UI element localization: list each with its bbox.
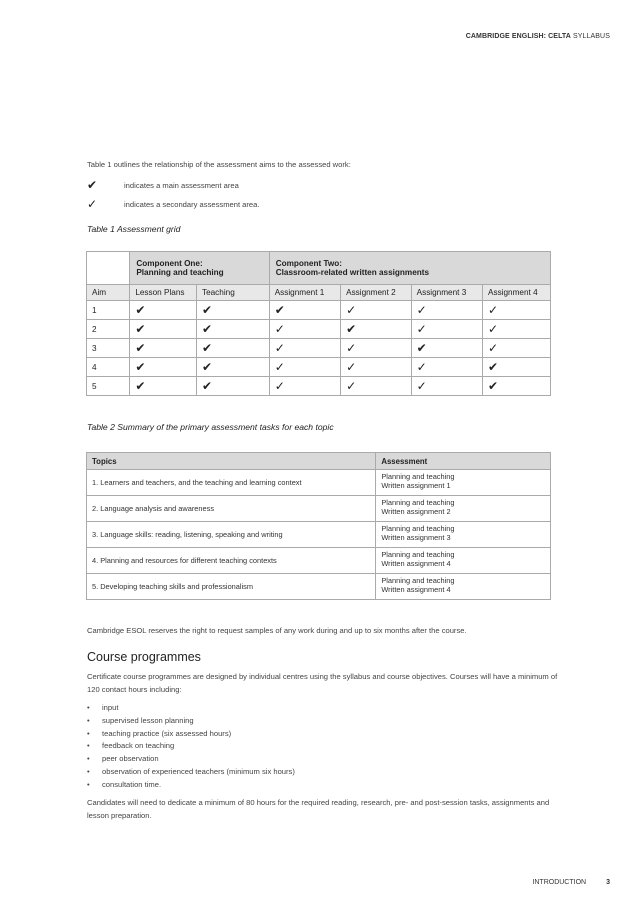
header-section: SYLLABUS <box>573 33 610 40</box>
assessment-line: Planning and teaching <box>381 550 455 559</box>
check-icon: ✔ <box>483 358 551 377</box>
list-item: • peer observation <box>87 753 295 766</box>
col-lesson-plans: Lesson Plans <box>130 285 197 301</box>
list-item-text: feedback on teaching <box>102 741 175 751</box>
col-assignment-2: Assignment 2 <box>341 285 412 301</box>
assessment-cell <box>376 548 551 574</box>
component-two-line1: Component Two: <box>275 259 342 268</box>
list-item: • observation of experienced teachers (minimum six hours) <box>87 766 295 779</box>
table-row <box>87 358 551 377</box>
table-row <box>87 377 551 396</box>
topic-cell: 3. Language skills: reading, listening, speaking and writing <box>87 522 376 548</box>
aim-cell: 2 <box>87 320 130 339</box>
assessment-cell <box>376 470 551 496</box>
check-icon: ✓ <box>341 358 412 377</box>
list-item-text: peer observation <box>102 754 159 764</box>
check-icon: ✔ <box>196 339 269 358</box>
check-icon: ✓ <box>483 301 551 320</box>
table1-caption: Table 1 Assessment grid <box>87 224 181 234</box>
grid-empty-corner <box>87 252 130 285</box>
check-icon: ✔ <box>130 358 197 377</box>
check-icon: ✓ <box>483 339 551 358</box>
list-item-text: supervised lesson planning <box>102 715 194 725</box>
check-icon: ✔ <box>341 320 412 339</box>
course-programmes-heading: Course programmes <box>87 650 201 664</box>
table2-caption: Table 2 Summary of the primary assessment tasks for each topic <box>87 422 334 432</box>
check-icon: ✔ <box>196 377 269 396</box>
course-bullet-list <box>87 702 295 792</box>
check-icon: ✔ <box>196 320 269 339</box>
legend-secondary <box>87 197 260 211</box>
col-teaching: Teaching <box>196 285 269 301</box>
list-item: • input <box>87 702 295 715</box>
table-row <box>87 301 551 320</box>
assessment-header: Assessment <box>376 453 551 470</box>
aim-cell: 4 <box>87 358 130 377</box>
legend-main-text: indicates a main assessment area <box>124 180 239 190</box>
check-icon: ✔ <box>130 320 197 339</box>
assessment-line: Planning and teaching <box>381 524 455 533</box>
table-row <box>87 470 551 496</box>
assessment-line: Written assignment 1 <box>381 481 451 490</box>
check-icon: ✔ <box>411 339 482 358</box>
topic-cell: 4. Planning and resources for different teaching contexts <box>87 548 376 574</box>
table-row <box>87 522 551 548</box>
check-icon: ✔ <box>269 301 340 320</box>
secondary-check-icon: ✓ <box>87 197 98 211</box>
main-check-icon: ✔ <box>87 178 98 192</box>
assessment-cell <box>376 574 551 600</box>
list-item: • supervised lesson planning <box>87 715 295 728</box>
check-icon: ✓ <box>411 320 482 339</box>
assessment-line: Written assignment 3 <box>381 533 451 542</box>
list-item: • consultation time. <box>87 779 295 792</box>
check-icon: ✓ <box>269 377 340 396</box>
topic-cell: 1. Learners and teachers, and the teaching and learning context <box>87 470 376 496</box>
legend-secondary-text: indicates a secondary assessment area. <box>124 199 260 209</box>
grid-column-headers <box>87 285 551 301</box>
table-row <box>87 320 551 339</box>
list-item: • feedback on teaching <box>87 740 295 753</box>
check-icon: ✓ <box>341 377 412 396</box>
check-icon: ✔ <box>196 301 269 320</box>
check-icon: ✓ <box>269 320 340 339</box>
table-row <box>87 574 551 600</box>
assessment-grid <box>86 251 551 396</box>
check-icon: ✓ <box>269 358 340 377</box>
assessment-line: Planning and teaching <box>381 472 455 481</box>
course-outro: Candidates will need to dedicate a minimum of 80 hours for the required reading, research, pre- and post-session tasks, assignments and lesson preparation. <box>87 798 550 820</box>
col-aim: Aim <box>87 285 130 301</box>
reserve-note: Cambridge ESOL reserves the right to request samples of any work during and up to six months after the course. <box>87 626 467 635</box>
aim-cell: 3 <box>87 339 130 358</box>
col-assignment-4: Assignment 4 <box>483 285 551 301</box>
footer-section: INTRODUCTION <box>532 879 587 886</box>
list-item-text: input <box>102 703 119 712</box>
check-icon: ✓ <box>483 320 551 339</box>
table-row <box>87 548 551 574</box>
component-two-header <box>269 252 550 285</box>
component-one-line1: Component One: <box>136 259 203 268</box>
assessment-line: Written assignment 4 <box>381 559 451 568</box>
topic-cell: 2. Language analysis and awareness <box>87 496 376 522</box>
check-icon: ✔ <box>196 358 269 377</box>
intro-text: Table 1 outlines the relationship of the assessment aims to the assessed work: <box>87 160 351 169</box>
table-row <box>87 339 551 358</box>
assessment-cell <box>376 496 551 522</box>
check-icon: ✓ <box>269 339 340 358</box>
assessment-line: Planning and teaching <box>381 576 455 585</box>
list-item-text: teaching practice (six assessed hours) <box>102 728 232 738</box>
component-two-line2: Classroom-related written assignments <box>275 268 430 277</box>
check-icon: ✓ <box>411 358 482 377</box>
check-icon: ✓ <box>341 301 412 320</box>
topic-cell: 5. Developing teaching skills and professionalism <box>87 574 376 600</box>
assessment-line: Written assignment 2 <box>381 507 451 516</box>
check-icon: ✔ <box>483 377 551 396</box>
list-item-text: consultation time. <box>102 779 162 789</box>
component-one-header <box>130 252 269 285</box>
topics-table <box>86 452 551 600</box>
course-intro: Certificate course programmes are designed by individual centres using the syllabus and course objectives. Courses will have a minimum of 120 contact hours including: <box>87 672 558 694</box>
check-icon: ✓ <box>411 301 482 320</box>
component-one-line2: Planning and teaching <box>136 268 224 277</box>
list-item-text: observation of experienced teachers (minimum six hours) <box>102 766 295 776</box>
list-item: • teaching practice (six assessed hours) <box>87 728 295 741</box>
grid-component-header <box>87 252 551 285</box>
topics-header-row <box>87 453 551 470</box>
col-assignment-1: Assignment 1 <box>269 285 340 301</box>
assessment-line: Written assignment 4 <box>381 585 451 594</box>
check-icon: ✓ <box>341 339 412 358</box>
page-footer <box>532 879 610 886</box>
check-icon: ✔ <box>130 339 197 358</box>
col-assignment-3: Assignment 3 <box>411 285 482 301</box>
assessment-cell <box>376 522 551 548</box>
aim-cell: 1 <box>87 301 130 320</box>
page-number: 3 <box>606 879 610 886</box>
topics-header: Topics <box>87 453 376 470</box>
check-icon: ✓ <box>411 377 482 396</box>
table-row <box>87 496 551 522</box>
legend-main <box>87 178 239 192</box>
assessment-line: Planning and teaching <box>381 498 455 507</box>
running-header <box>466 33 610 40</box>
header-brand: CAMBRIDGE ENGLISH: CELTA <box>465 33 571 40</box>
check-icon: ✔ <box>130 377 197 396</box>
check-icon: ✔ <box>130 301 197 320</box>
aim-cell: 5 <box>87 377 130 396</box>
